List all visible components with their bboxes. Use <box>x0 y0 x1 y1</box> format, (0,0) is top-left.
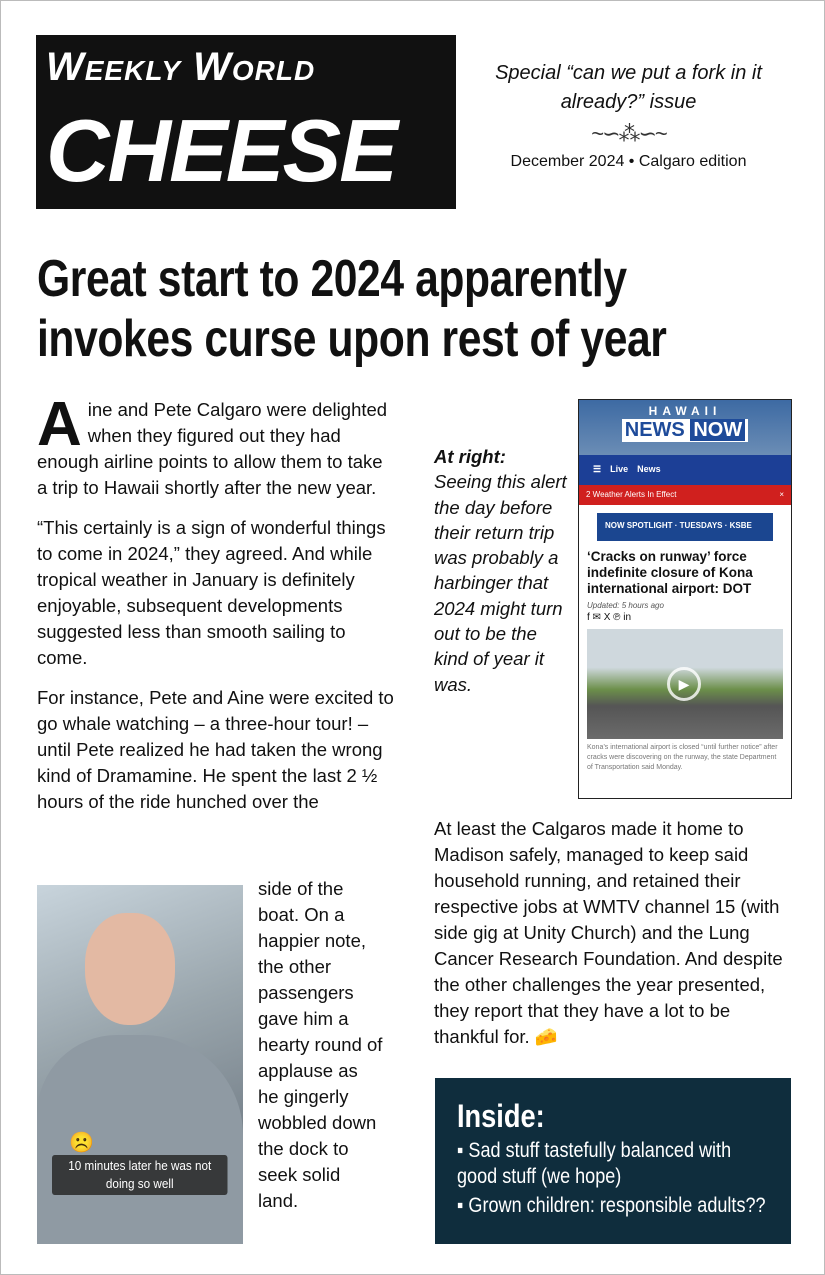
video-caption: Kona’s international airport is closed “until further notice” after cracks were discovering on the runway, the state Department of Transportation said Monday. <box>587 744 778 771</box>
masthead-line2: CHEESE <box>46 101 396 200</box>
paragraph-1: ine and Pete Calgaro were delighted when they figured out they had enough airline points to allow them to take a trip to Hawaii shortly after the new year. <box>37 399 388 498</box>
alert-text: 2 Weather Alerts In Effect <box>586 490 677 499</box>
inside-title: Inside: <box>457 1098 545 1134</box>
photo-shirt <box>37 1035 243 1244</box>
paragraph-4: At least the Calgaros made it home to Madison safely, managed to keep said household running, and retained their respective jobs at WMTV channel 15 (with side gig at Unity Church) and the Lung Cancer Research Foundation. And despite the other challenges the year presented, they report that they have a lot to be thankful for. 🧀 <box>434 818 783 1047</box>
spotlight-banner: NOW SPOTLIGHT · TUESDAYS · KSBE <box>597 513 773 541</box>
news-title: ‘Cracks on runway’ force indefinite closure of Kona international airport: DOT <box>587 549 753 596</box>
inside-item: ▪ Sad stuff tastefully balanced with good stuff (we hope) <box>457 1139 732 1188</box>
masthead-logo <box>36 35 456 209</box>
boat-photo <box>37 885 243 1244</box>
news-header <box>579 400 791 455</box>
inside-item: ▪ Grown children: responsible adults?? <box>457 1194 766 1217</box>
brand-b: NOW <box>690 419 745 441</box>
news-updated: Updated: 5 hours ago <box>587 601 664 610</box>
brand-a: NEWS <box>624 419 685 441</box>
paragraph-3-continued: side of the boat. On a happier note, the other passengers gave him a hearty round of applause as he gingerly wobbled down the dock to seek solid land. <box>258 878 383 1211</box>
paragraph-2: “This certainly is a sign of wonderful things to come in 2024,” they agreed. And while tropical weather in January is definitely enjoyable, subsequent developments suggested less than smooth sailing to come. <box>37 517 386 668</box>
news-screenshot <box>578 399 792 799</box>
tagline <box>471 59 786 171</box>
news-video <box>587 629 783 739</box>
caption-text: Seeing this alert the day before their return trip was probably a harbinger that 2024 might turn out to be the kind of year it was. <box>434 471 567 695</box>
issue-date: December 2024 • Calgaro edition <box>510 153 747 170</box>
ornament: ~∽⁂∽~ <box>591 121 666 146</box>
article-left-column <box>37 390 397 829</box>
drop-cap: A <box>37 390 82 459</box>
menu-icon: ☰ <box>593 464 602 474</box>
paragraph-3: For instance, Pete and Aine were excited to go whale watching – a three-hour tour! – until Pete realized he had taken the wrong kind of Dramamine. He spent the last 2 ½ hours of the ride hunched over the <box>37 687 394 812</box>
masthead-line1: Weekly World <box>46 45 316 89</box>
close-icon: × <box>779 490 784 499</box>
caption-label: At right: <box>434 446 506 467</box>
issue-tagline: Special “can we put a fork in it already?” issue <box>495 62 762 113</box>
inside-box <box>435 1078 791 1244</box>
sad-face-icon: ☹️ <box>69 1132 94 1154</box>
social-icons: f ✉ X ℗ in <box>587 612 632 623</box>
weather-alert <box>579 485 791 505</box>
news-nav <box>579 455 791 485</box>
photo-face <box>85 913 175 1025</box>
play-icon: ▶ <box>667 667 701 701</box>
brand-logo <box>622 419 748 442</box>
nav-live: Live <box>610 464 629 474</box>
sidebar-caption <box>434 444 569 697</box>
headline: Great start to 2024 apparently invokes curse upon rest of year <box>37 250 667 368</box>
photo-caption: 10 minutes later he was not doing so well <box>52 1155 228 1195</box>
nav-news: News <box>637 464 661 474</box>
brand-top: HAWAII <box>648 404 722 418</box>
